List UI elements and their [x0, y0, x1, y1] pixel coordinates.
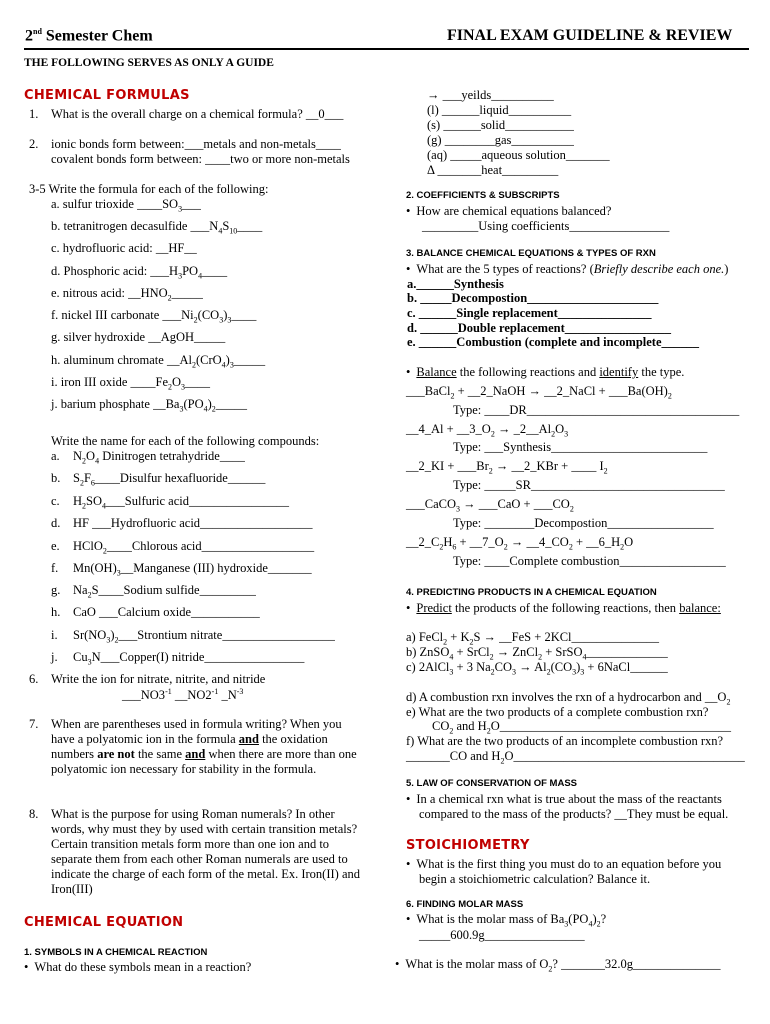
predict-d: d) A combustion rxn involves the rxn of a hydrocarbon and $\_\_O_2$ — [406, 690, 731, 707]
symbol-solid: (s) ______solid___________ — [427, 118, 574, 132]
name-g: $Na_2S\_\_\_\_Sodium$ sulfide_________ — [73, 583, 256, 600]
coefficients-question: • How are chemical equations balanced? — [406, 204, 611, 219]
formula-h: h. aluminum chromate $\_\_Al_2(CrO_4)_3\_\_\_\_\_$ — [51, 353, 266, 370]
formula-j: j. barium phosphate $\_\_Ba_3(PO_4)_2\_\_\_\_\_$ — [51, 397, 248, 414]
name-a: $N_2O_4$ Dinitrogen tetrahydride____ — [73, 449, 245, 466]
type-c: c. ______Single replacement_______________ — [407, 306, 652, 320]
predict-b: b) ZnSO$_4$ + SrCl$_2$ → ZnCl$_2$ + SrSO$_4$_____________ — [406, 645, 668, 662]
q1-number: 1. — [29, 107, 39, 121]
name-e: HClO$_2$____Chlorous acid__________________ — [73, 539, 315, 556]
balance-instruction: • Balance the following reactions and identify the type. — [406, 365, 684, 380]
name-e-letter: e. — [51, 539, 60, 553]
q8-number: 8. — [29, 807, 39, 821]
equation-2-type: Type: ___Synthesis_________________________ — [453, 440, 708, 454]
molar-mass-question-2: • What is the molar mass of $O_2$? _______32.0g______________ — [395, 957, 720, 974]
q2-ionic: ionic bonds form between:___metals and non-metals____ — [51, 137, 341, 151]
name-h: CaO ___Calcium oxide___________ — [73, 605, 260, 619]
formula-d: d. Phosphoric acid: $\_\_\_H_3PO_4\_\_\_\_$ — [51, 264, 228, 281]
name-d: HF ___Hydrofluoric acid__________________ — [73, 516, 313, 530]
stoich-answer: begin a stoichiometric calculation? Balance it. — [419, 872, 651, 886]
conservation-answer: compared to the mass of the products? __They must be equal. — [419, 807, 729, 821]
predict-e: e) What are the two products of a complete combustion rxn? — [406, 705, 709, 719]
guide-note: THE FOLLOWING SERVES AS ONLY A GUIDE — [24, 57, 274, 69]
q8-line1: What is the purpose for using Roman numerals? In other — [51, 807, 335, 821]
name-c: $H_2SO_4\_\_\_Sulfuric$ acid________________ — [73, 494, 289, 511]
name-f-letter: f. — [51, 561, 59, 575]
name-j: $Cu_3N\_\_\_Copper(I)$ nitride________________ — [73, 650, 305, 667]
symbol-arrow: → ___yeilds__________ — [427, 88, 554, 102]
reaction-types-question: • What are the 5 types of reactions? (Briefly describe each one.) — [406, 262, 728, 277]
q1-text: What is the overall charge on a chemical formula? __0___ — [51, 107, 344, 121]
q7-line3: numbers are not the same and when there are more than one — [51, 747, 357, 761]
subsection-predicting: 4. PREDICTING PRODUCTS IN A CHEMICAL EQUATION — [406, 587, 657, 598]
symbols-question: • What do these symbols mean in a reaction? — [24, 960, 251, 975]
q8-line4: separate them from each other Roman numerals are used to — [51, 852, 348, 866]
q8-line6: Iron(III) — [51, 882, 93, 896]
q2-covalent: covalent bonds form between: ____two or more non-metals — [51, 152, 350, 166]
formula-f: f. nickel III carbonate $\_\_\_Ni_2(CO_3)_3\_\_\_\_$ — [51, 308, 257, 325]
q6-number: 6. — [29, 672, 39, 686]
equation-1-type: Type: ____DR__________________________________ — [453, 403, 740, 417]
equation-3-type: Type: _____SR_______________________________ — [453, 478, 725, 492]
predict-instruction: • Predict the products of the following reactions, then balance: — [406, 601, 721, 616]
symbol-aqueous: (aq) _____aqueous solution_______ — [427, 148, 610, 162]
name-b: $S_2F_6\_\_\_\_Disulfur$ hexafluoride______ — [73, 471, 266, 488]
q35-intro: 3-5 Write the formula for each of the following: — [29, 182, 269, 196]
name-b-letter: b. — [51, 471, 61, 485]
predict-a: a) FeCl$_2$ + $K_2S$ → __FeS + 2KCl______________ — [406, 630, 660, 647]
formula-g: g. silver hydroxide __AgOH_____ — [51, 330, 226, 344]
type-a: a.______Synthesis — [407, 277, 504, 291]
equation-5-type: Type: ____Complete combustion_________________ — [453, 554, 726, 568]
equation-1: ___BaCl$_2$ + __2_NaOH → __2_NaCl + $\_\_\_Ba(OH)_2$ — [406, 384, 672, 401]
symbol-heat: Δ _______heat_________ — [427, 163, 559, 177]
name-c-letter: c. — [51, 494, 60, 508]
symbol-liquid: (l) ______liquid__________ — [427, 103, 572, 117]
section-chemical-equation: CHEMICAL EQUATION — [24, 915, 184, 930]
name-i-letter: i. — [51, 628, 58, 642]
name-g-letter: g. — [51, 583, 61, 597]
predict-c: c) 2AlCl$_3$ + 3 $Na_2CO_3 \to Al_2(CO_3)_3$ + 6NaCl______ — [406, 660, 668, 677]
symbol-gas: (g) ________gas__________ — [427, 133, 574, 147]
formula-i: i. iron III oxide $\_\_\_\_Fe_2O_3\_\_\_\_$ — [51, 375, 211, 392]
type-b: b. _____Decompostion_____________________ — [407, 291, 659, 305]
subsection-molar-mass: 6. FINDING MOLAR MASS — [406, 899, 524, 910]
section-chemical-formulas: CHEMICAL FORMULAS — [24, 88, 190, 103]
formula-a: a. sulfur trioxide $\_\_\_\_SO_3\_\_\_$ — [51, 197, 201, 214]
q7-line1: When are parentheses used in formula writing? When you — [51, 717, 342, 731]
stoich-question: • What is the first thing you must do to an equation before you — [406, 857, 721, 872]
names-intro: Write the name for each of the following compounds: — [51, 434, 320, 448]
q7-number: 7. — [29, 717, 39, 731]
section-stoichiometry: STOICHIOMETRY — [406, 838, 530, 853]
name-j-letter: j. — [51, 650, 58, 664]
equation-5: $\_\_2\_C_2H_6$ + $\_\_7\_O_2$ → $\_\_4\_CO_2$ + $\_\_6\_H_2O$ — [406, 535, 634, 552]
predict-e-answer: $CO_2$ and $H_2O\_\_\_\_\_\_\_\_\_\_\_\_\_\_\_\_\_\_\_\_\_\_\_\_\_\_\_\_\_\_\_\_\_\_\_\_\_$ — [432, 719, 731, 736]
type-e: e. ______Combustion (complete and incomplete______ — [407, 335, 699, 349]
subsection-balance: 3. BALANCE CHEMICAL EQUATIONS & TYPES OF RXN — [406, 248, 656, 259]
q2-number: 2. — [29, 137, 39, 151]
header-rule — [24, 48, 749, 50]
q8-line5: indicate the charge of each form of the metal. Ex. Iron(II) and — [51, 867, 361, 881]
predict-f-answer: _______CO and $H_2O\_\_\_\_\_\_\_\_\_\_\_\_\_\_\_\_\_\_\_\_\_\_\_\_\_\_\_\_\_\_\_\_\_\_\_\_\_$ — [406, 749, 745, 766]
equation-3: __2_KI + $\_\_\_Br_2$ → __2_KBr + ____ $I_2$ — [406, 459, 608, 476]
equation-2: __4_Al + $\_\_3\_O_2$ → $\_2\_\_Al_2O_3$ — [406, 422, 569, 439]
exam-title: FINAL EXAM GUIDELINE & REVIEW — [447, 27, 733, 44]
type-d: d. ______Double replacement_________________ — [407, 321, 671, 335]
name-h-letter: h. — [51, 605, 61, 619]
course-title: 2nd Semester Chem — [25, 27, 153, 45]
q8-line2: words, why must they by used with certain transition metals? — [51, 822, 358, 836]
formula-c: c. hydrofluoric acid: __HF__ — [51, 241, 197, 255]
molar-mass-question-1: • What is the molar mass of $Ba_3(PO_4)_2$? — [406, 912, 606, 929]
q8-line3: Certain transition metals form more than one ion and to — [51, 837, 330, 851]
name-a-letter: a. — [51, 449, 60, 463]
conservation-question: • In a chemical rxn what is true about the mass of the reactants — [406, 792, 722, 807]
formula-e: e. nitrous acid: $\_\_HNO_2\_\_\_\_\_$ — [51, 286, 203, 303]
q6-answer: $\_\_\_NO3^{-1}$ $\_\_NO2^{-1}$ $\_N^{-3}$ — [122, 687, 244, 703]
predict-f: f) What are the two products of an incomplete combustion rxn? — [406, 734, 724, 748]
molar-mass-answer-1: _____600.9g________________ — [419, 928, 585, 942]
name-i: $Sr(NO_3)_2\_\_\_Strontium$ nitrate__________________ — [73, 628, 335, 645]
equation-4-type: Type: ________Decompostion_________________ — [453, 516, 714, 530]
name-d-letter: d. — [51, 516, 61, 530]
q7-line4: polyatomic ion necessary for stability in the formula. — [51, 762, 317, 776]
formula-b: b. tetranitrogen decasulfide $\_\_\_N_4S_{10}\_\_\_\_$ — [51, 219, 263, 236]
subsection-coefficients: 2. COEFFICIENTS & SUBSCRIPTS — [406, 190, 560, 201]
q6-text: Write the ion for nitrate, nitrite, and nitride — [51, 672, 266, 686]
q7-line2: have a polyatomic ion in the formula and the oxidation — [51, 732, 328, 746]
subsection-symbols: 1. SYMBOLS IN A CHEMICAL REACTION — [24, 947, 208, 958]
name-f: $Mn(OH)_3\_\_Manganese$ (III) hydroxide_______ — [73, 561, 312, 578]
equation-4: ___CaCO$_3$ → ___CaO + $\_\_\_CO_2$ — [406, 497, 574, 514]
coefficients-answer: _________Using coefficients________________ — [422, 219, 670, 233]
subsection-conservation: 5. LAW OF CONSERVATION OF MASS — [406, 778, 578, 789]
